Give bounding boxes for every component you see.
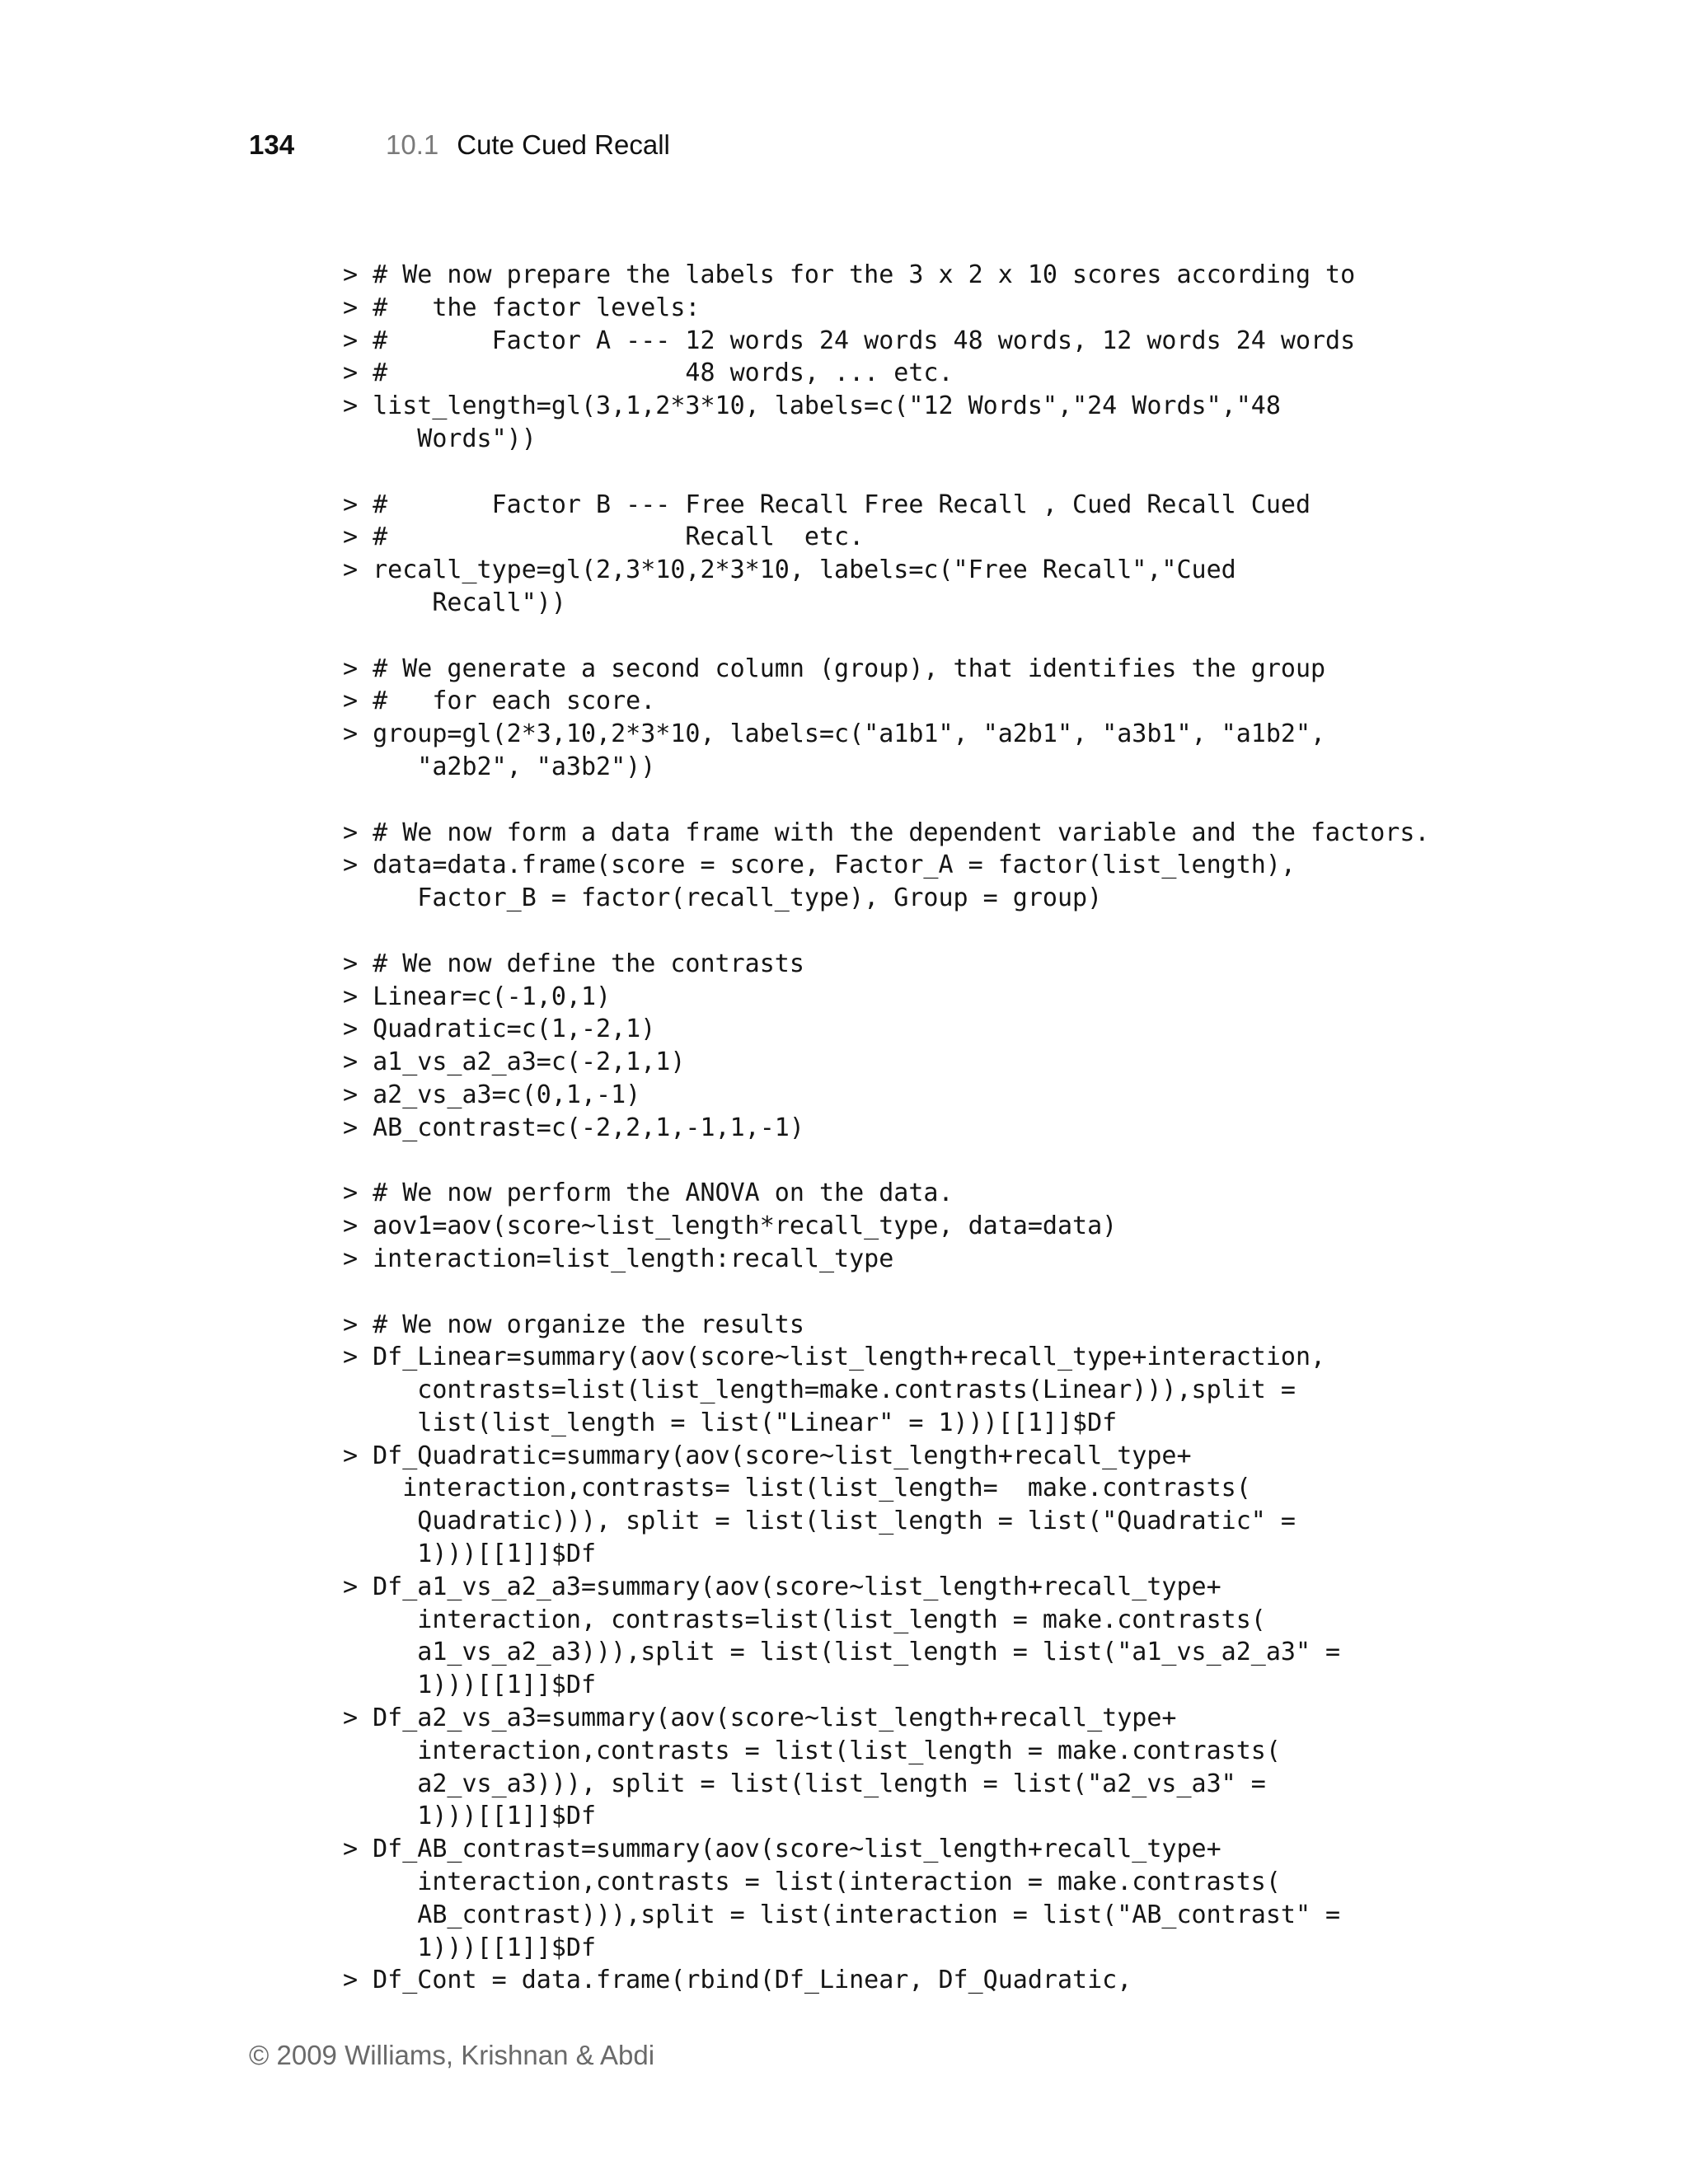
code-line: > # Factor B --- Free Recall Free Recall , Cued Recall Cued [343, 490, 1311, 519]
code-line: > Df_AB_contrast=summary(aov(score~list_length+recall_type+ [343, 1835, 1221, 1864]
code-line: AB_contrast))),split = list(interaction = list("AB_contrast" = [343, 1900, 1341, 1929]
code-line: > # Recall etc. [343, 523, 865, 552]
code-line: > Df_Quadratic=summary(aov(score~list_length+recall_type+ [343, 1441, 1192, 1470]
blank-line [343, 784, 1447, 817]
blank-line [343, 456, 1447, 489]
code-line: > group=gl(2*3,10,2*3*10, labels=c("a1b1", "a2b1", "a3b1", "a1b2", [343, 719, 1326, 749]
section-number: 10.1 [386, 129, 439, 160]
code-line: > # We now define the contrasts [343, 949, 804, 978]
page-number: 134 [249, 129, 295, 160]
code-line: > # We now prepare the labels for the 3 x 2 x 10 scores according to [343, 260, 1356, 289]
code-line: Recall")) [343, 588, 566, 617]
code-line: > # 48 words, ... etc. [343, 359, 954, 388]
running-header [249, 125, 670, 165]
code-line: > # We generate a second column (group), that identifies the group [343, 654, 1326, 683]
code-line: > Df_a2_vs_a3=summary(aov(score~list_length+recall_type+ [343, 1704, 1177, 1733]
code-line: > aov1=aov(score~list_length*recall_type, data=data) [343, 1212, 1118, 1241]
code-line: > # We now form a data frame with the dependent variable and the factors. [343, 818, 1430, 847]
code-line: interaction, contrasts=list(list_length = make.contrasts( [343, 1605, 1266, 1634]
code-line: > # for each score. [343, 687, 656, 716]
code-line: interaction,contrasts = list(list_length = make.contrasts( [343, 1736, 1281, 1765]
blank-line [343, 915, 1447, 948]
code-line: a1_vs_a2_a3))),split = list(list_length = list("a1_vs_a2_a3" = [343, 1638, 1341, 1667]
code-line: > Df_a1_vs_a2_a3=summary(aov(score~list_length+recall_type+ [343, 1572, 1221, 1601]
code-line: > AB_contrast=c(-2,2,1,-1,1,-1) [343, 1113, 804, 1142]
section-title: Cute Cued Recall [457, 129, 670, 160]
code-line: > a2_vs_a3=c(0,1,-1) [343, 1080, 641, 1109]
code-line: interaction,contrasts = list(interaction = make.contrasts( [343, 1868, 1281, 1897]
code-line: list(list_length = list("Linear" = 1)))[[1]]$Df [343, 1408, 1118, 1437]
r-code-listing [343, 259, 1447, 1997]
code-line: 1)))[[1]]$Df [343, 1671, 597, 1700]
code-line: interaction,contrasts= list(list_length= make.contrasts( [343, 1474, 1251, 1503]
code-line: > Quadratic=c(1,-2,1) [343, 1015, 656, 1044]
code-line: > recall_type=gl(2,3*10,2*3*10, labels=c("Free Recall","Cued [343, 555, 1236, 585]
code-line: > a1_vs_a2_a3=c(-2,1,1) [343, 1047, 686, 1077]
code-line: a2_vs_a3))), split = list(list_length = list("a2_vs_a3" = [343, 1769, 1266, 1798]
code-line: 1)))[[1]]$Df [343, 1933, 597, 1962]
code-line: "a2b2", "a3b2")) [343, 752, 656, 781]
blank-line [343, 1276, 1447, 1309]
code-line: > list_length=gl(3,1,2*3*10, labels=c("12 Words","24 Words","48 [343, 391, 1281, 421]
code-line: > # We now organize the results [343, 1310, 804, 1339]
blank-line [343, 620, 1447, 653]
code-line: contrasts=list(list_length=make.contrasts(Linear))),split = [343, 1376, 1296, 1405]
code-line: > Df_Cont = data.frame(rbind(Df_Linear, Df_Quadratic, [343, 1966, 1132, 1995]
code-line: > data=data.frame(score = score, Factor_A = factor(list_length), [343, 851, 1296, 880]
code-line: > Linear=c(-1,0,1) [343, 982, 612, 1011]
code-line: 1)))[[1]]$Df [343, 1802, 597, 1831]
code-line: Quadratic))), split = list(list_length = list("Quadratic" = [343, 1507, 1296, 1536]
code-line: 1)))[[1]]$Df [343, 1540, 597, 1569]
code-line: > interaction=list_length:recall_type [343, 1244, 894, 1273]
copyright-footer: © 2009 Williams, Krishnan & Abdi [249, 2040, 655, 2070]
blank-line [343, 1145, 1447, 1178]
code-line: > # Factor A --- 12 words 24 words 48 words, 12 words 24 words [343, 326, 1356, 355]
code-line: > # We now perform the ANOVA on the data. [343, 1179, 954, 1208]
code-line: > # the factor levels: [343, 293, 701, 322]
code-line: Factor_B = factor(recall_type), Group = group) [343, 883, 1103, 913]
code-line: > Df_Linear=summary(aov(score~list_length+recall_type+interaction, [343, 1343, 1326, 1372]
code-line: Words")) [343, 424, 537, 453]
